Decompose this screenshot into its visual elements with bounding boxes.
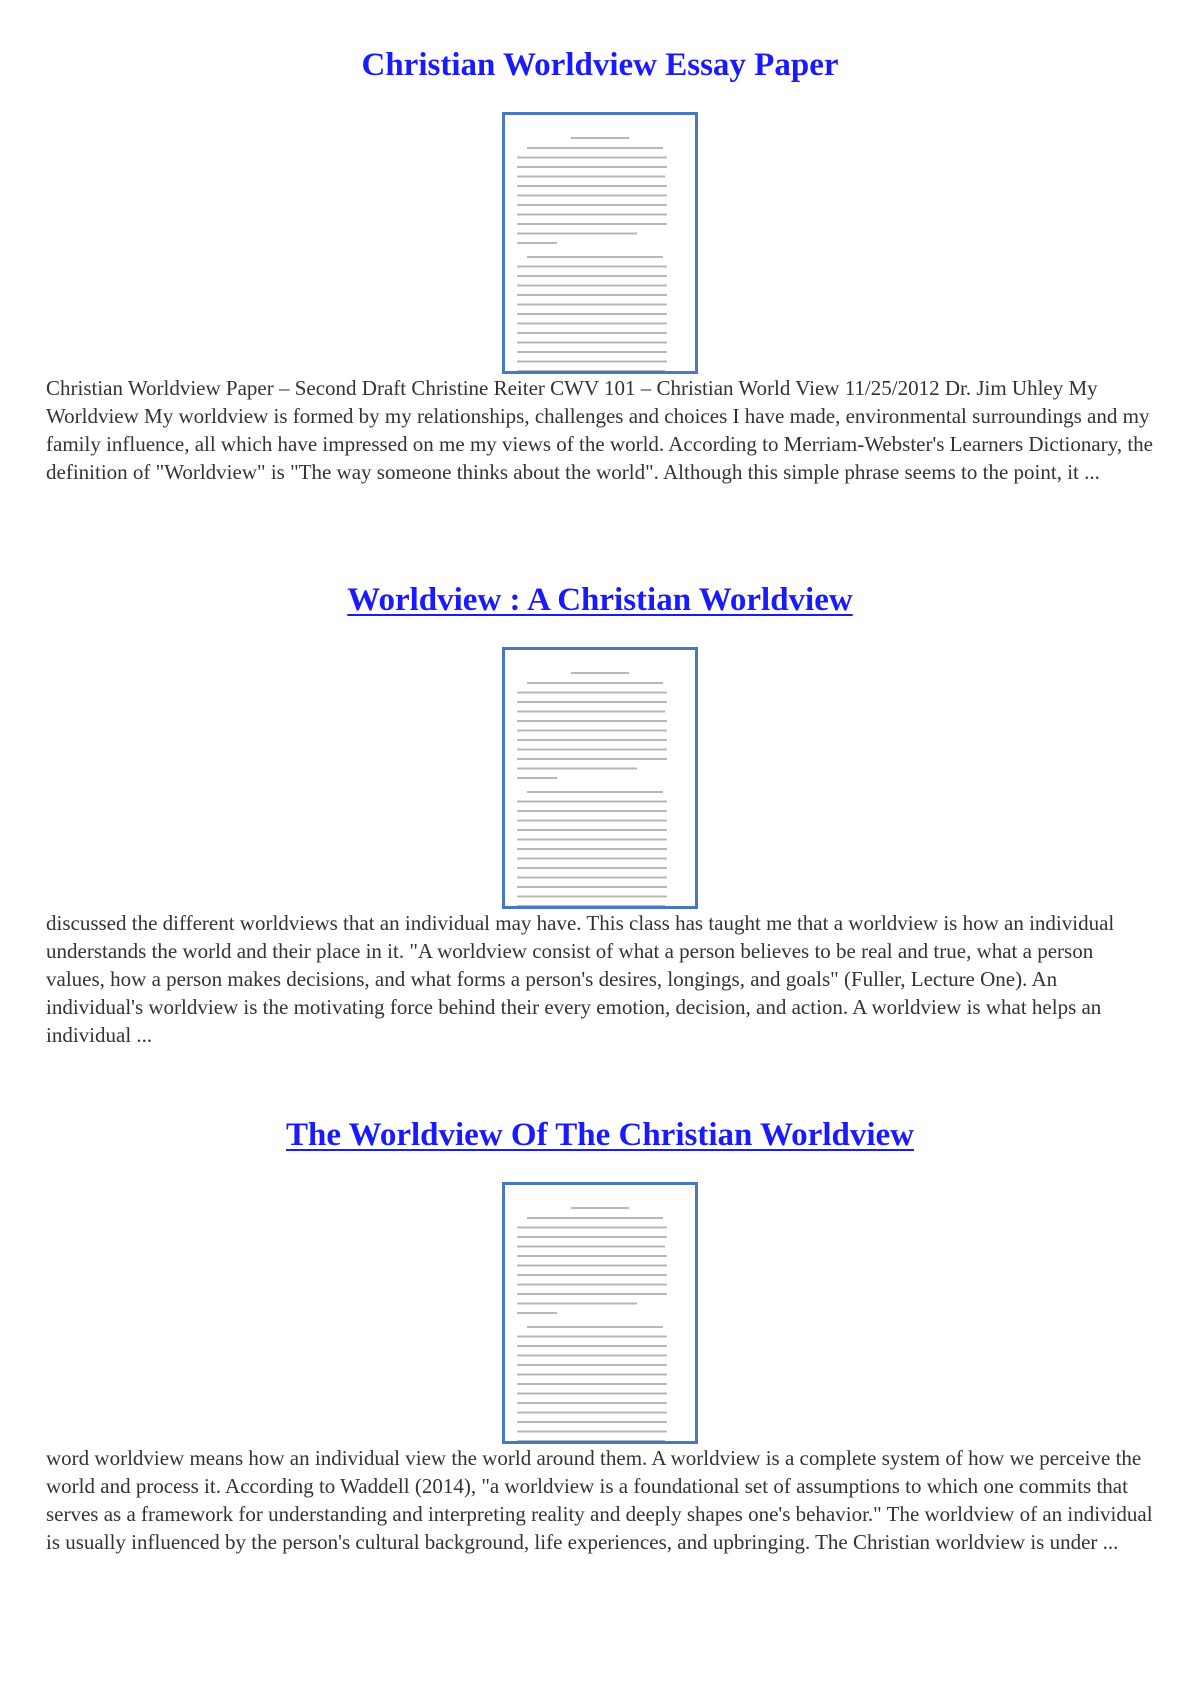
preview-text-line <box>517 1374 667 1376</box>
preview-text-line <box>517 877 667 879</box>
preview-text-line <box>517 1303 637 1305</box>
preview-text-line <box>527 256 663 258</box>
preview-text-line <box>517 829 667 831</box>
preview-text-line <box>517 1336 667 1338</box>
preview-text-line <box>517 1345 667 1347</box>
preview-text-line <box>517 730 667 732</box>
preview-text-line <box>517 1364 667 1366</box>
preview-text-line <box>527 791 663 793</box>
preview-text-line <box>517 1383 667 1385</box>
preview-text-line <box>517 176 665 178</box>
preview-text-line <box>517 233 637 235</box>
preview-text-line <box>527 1217 663 1219</box>
preview-text-line <box>517 1412 667 1414</box>
preview-text-line <box>517 896 667 898</box>
preview-text-line <box>517 720 667 722</box>
preview-text-line <box>517 185 667 187</box>
preview-text-line <box>517 701 667 703</box>
document-preview-icon <box>505 650 695 906</box>
preview-text-line <box>517 361 667 363</box>
preview-text-line <box>517 692 667 694</box>
essay-thumbnail[interactable] <box>502 112 698 374</box>
document-preview-icon <box>505 115 695 371</box>
preview-text-line <box>517 886 667 888</box>
preview-text-line <box>517 1393 667 1395</box>
preview-text-line <box>517 1236 667 1238</box>
preview-text-line <box>517 1355 667 1357</box>
preview-text-line <box>517 1312 557 1314</box>
preview-text-line <box>517 242 557 244</box>
preview-text-line <box>517 323 667 325</box>
preview-text-line <box>571 1207 629 1209</box>
preview-text-line <box>517 739 667 741</box>
preview-text-line <box>517 223 667 225</box>
preview-text-line <box>517 313 667 315</box>
preview-text-line <box>517 768 637 770</box>
document-preview-icon <box>505 1185 695 1441</box>
preview-text-line <box>517 810 667 812</box>
preview-text-line <box>517 342 667 344</box>
preview-text-line <box>517 332 667 334</box>
essay-excerpt: Christian Worldview Paper – Second Draft Christine Reiter CWV 101 – Christian World View 11/25/2012 Dr. Jim Uhley My Worldview My worldview is formed by my relationships, challenges and choices I have made, environmental surroundings and my family influence, all which have impressed on me my views of the world. According to Merriam-Webster's Learners Dictionary, the definition of "Worldview" is "The way someone thinks about the world". Although this simple phrase seems to the point, it ... <box>46 376 1153 484</box>
preview-text-line <box>517 195 667 197</box>
preview-text-line <box>517 1440 665 1441</box>
preview-text-line <box>517 214 667 216</box>
essay-title-link[interactable]: Christian Worldview Essay Paper <box>361 47 839 83</box>
preview-text-line <box>517 157 667 159</box>
preview-text-line <box>517 758 667 760</box>
preview-text-line <box>517 1421 667 1423</box>
preview-text-line <box>517 839 667 841</box>
essay-section-1 <box>0 40 1200 486</box>
essay-section-3 <box>0 1110 1200 1556</box>
preview-text-line <box>517 801 667 803</box>
preview-text-line <box>571 137 629 139</box>
preview-text-line <box>517 1265 667 1267</box>
preview-text-line <box>517 204 667 206</box>
essay-section-2 <box>0 575 1200 1049</box>
preview-text-line <box>517 867 667 869</box>
preview-text-line <box>517 294 667 296</box>
preview-text-line <box>517 266 667 268</box>
preview-text-line <box>527 682 663 684</box>
preview-text-line <box>517 858 667 860</box>
preview-text-line <box>517 166 667 168</box>
preview-text-line <box>517 351 667 353</box>
preview-text-line <box>517 1274 667 1276</box>
preview-text-line <box>517 1246 665 1248</box>
preview-text-line <box>517 370 665 371</box>
preview-text-line <box>527 1326 663 1328</box>
preview-text-line <box>517 304 667 306</box>
preview-text-line <box>517 285 667 287</box>
essay-excerpt: discussed the different worldviews that an individual may have. This class has taught me that a worldview is how an individual understands the world and their place in it. "A worldview consist of what a person believes to be real and true, what a person values, how a person makes decisions, and what forms a person's desires, longings, and goals" (Fuller, Lecture One). An individual's worldview is the motivating force behind their every emotion, decision, and action. A worldview is what helps an individual ... <box>46 911 1115 1047</box>
preview-text-line <box>517 905 665 906</box>
preview-text-line <box>517 749 667 751</box>
essay-title-link[interactable]: Worldview : A Christian Worldview <box>347 582 853 618</box>
preview-text-line <box>517 1227 667 1229</box>
preview-text-line <box>517 1431 667 1433</box>
essay-excerpt: word worldview means how an individual view the world around them. A worldview is a complete system of how we perceive the world and process it. According to Waddell (2014), "a worldview is a foundational set of assumptions to which one commits that serves as a framework for understanding and interpreting reality and deeply shapes one's behavior." The worldview of an individual is usually influenced by the person's cultural background, life experiences, and upbringing. The Christian worldview is under ... <box>46 1446 1153 1554</box>
essay-title-link[interactable]: The Worldview Of The Christian Worldview <box>286 1117 914 1153</box>
preview-text-line <box>517 1293 667 1295</box>
preview-text-line <box>517 1402 667 1404</box>
essay-thumbnail[interactable] <box>502 647 698 909</box>
preview-text-line <box>517 848 667 850</box>
preview-text-line <box>517 1284 667 1286</box>
preview-text-line <box>517 711 665 713</box>
preview-text-line <box>527 147 663 149</box>
preview-text-line <box>517 275 667 277</box>
preview-text-line <box>571 672 629 674</box>
preview-text-line <box>517 820 667 822</box>
essay-thumbnail[interactable] <box>502 1182 698 1444</box>
preview-text-line <box>517 1255 667 1257</box>
preview-text-line <box>517 777 557 779</box>
